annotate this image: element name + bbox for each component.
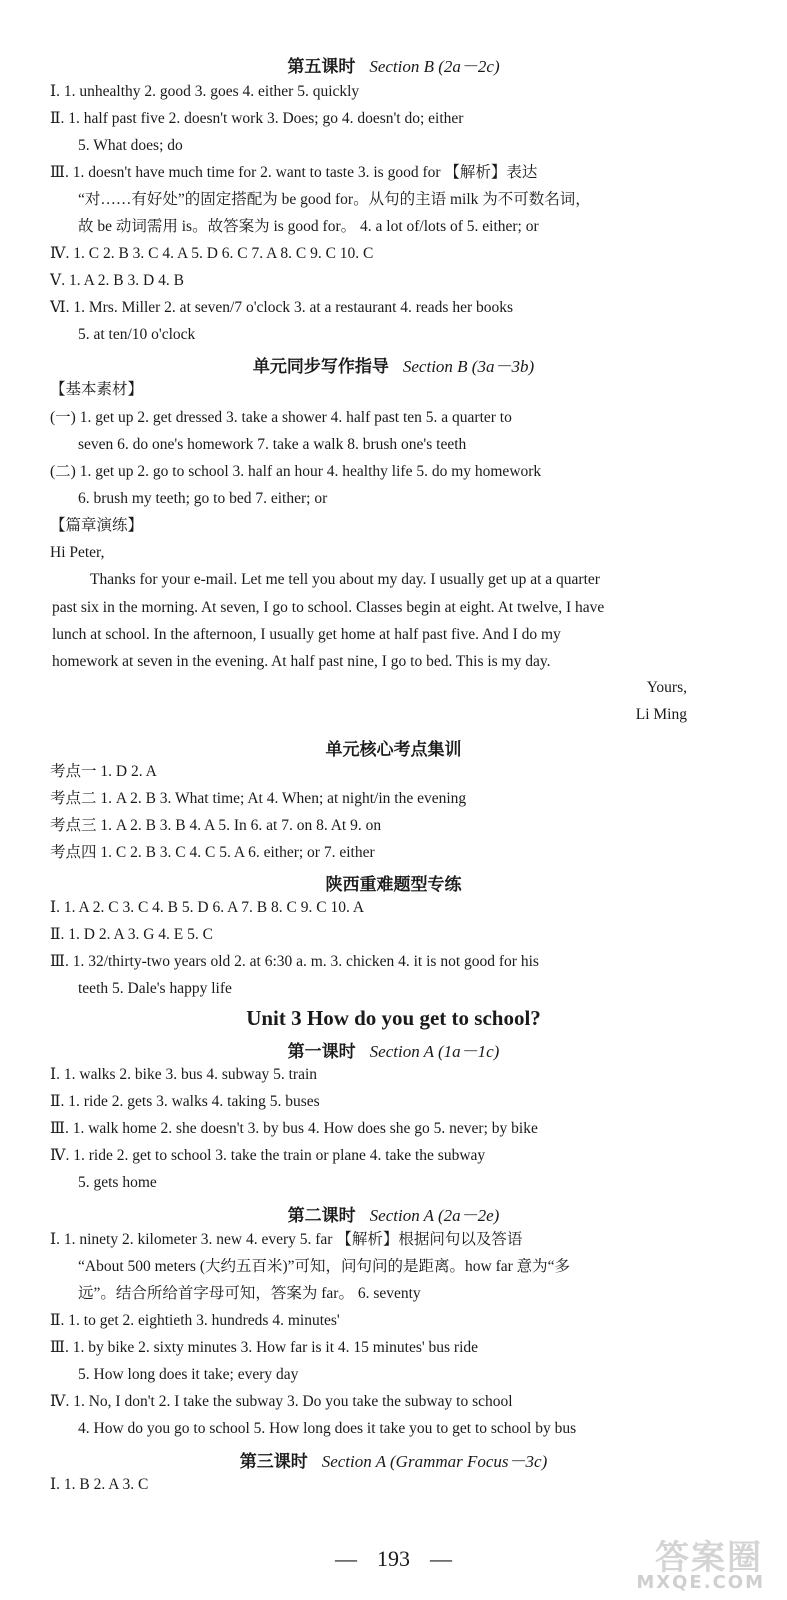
answer-line: 故 be 动词需用 is。故答案为 is good for。 4. a lot of/lots of 5. either; or: [78, 218, 539, 235]
section-title: [0, 1201, 787, 1226]
page-number-value: 193: [377, 1546, 410, 1571]
answer-line: Ⅳ. 1. ride 2. get to school 3. take the train or plane 4. take the subway: [50, 1147, 486, 1164]
unit-heading: Unit 3 How do you get to school?: [246, 1006, 541, 1030]
page-number: — 193 —: [335, 1546, 452, 1571]
section-title-label: 单元核心考点集训: [325, 740, 462, 759]
section-title: [0, 352, 787, 377]
answer-line: (一) 1. get up 2. get dressed 3. take a shower 4. half past ten 5. a quarter to: [50, 409, 512, 426]
section-title: [0, 870, 787, 895]
section-title-label: 第三课时: [239, 1452, 308, 1471]
section-subtitle: Section A (2a－2e): [369, 1206, 500, 1225]
answer-line: Ⅲ. 1. walk home 2. she doesn't 3. by bus 4. How does she go 5. never; by bike: [50, 1120, 538, 1137]
section-title-label: 单元同步写作指导: [252, 357, 389, 376]
letter-signoff: Li Ming: [635, 706, 687, 723]
section-subtitle: Section A (1a－1c): [369, 1042, 500, 1061]
answer-line: Ⅲ. 1. doesn't have much time for 2. want to taste 3. is good for 【解析】表达: [50, 164, 538, 181]
answer-line: Ⅰ. 1. walks 2. bike 3. bus 4. subway 5. train: [50, 1066, 318, 1083]
answer-line: 4. How do you go to school 5. How long does it take you to get to school by bus: [78, 1420, 577, 1437]
watermark-url: MXQE.COM: [636, 1572, 765, 1593]
answer-line: 5. What does; do: [78, 137, 183, 154]
watermark-text: 答案圈: [655, 1538, 763, 1578]
answer-line: 考点一 1. D 2. A: [50, 763, 157, 780]
answer-line: “对……有好处”的固定搭配为 be good for。从句的主语 milk 为不可数名词，: [78, 191, 591, 208]
answer-line: Ⅳ. 1. C 2. B 3. C 4. A 5. D 6. C 7. A 8. C 9. C 10. C: [50, 245, 374, 262]
answer-line: homework at seven in the evening. At half past nine, I go to bed. This is my day.: [52, 653, 551, 670]
answer-line: Ⅰ. 1. A 2. C 3. C 4. B 5. D 6. A 7. B 8. C 9. C 10. A: [50, 899, 365, 916]
section-subtitle: Section B (3a－3b): [402, 357, 535, 376]
answer-line: Ⅰ. 1. ninety 2. kilometer 3. new 4. every 5. far 【解析】根据问句以及答语: [50, 1231, 523, 1248]
answer-line: Ⅱ. 1. ride 2. gets 3. walks 4. taking 5. buses: [50, 1093, 320, 1110]
answer-line: Ⅴ. 1. A 2. B 3. D 4. B: [50, 272, 184, 289]
section-title: [0, 735, 787, 760]
answer-line: Ⅲ. 1. by bike 2. sixty minutes 3. How far is it 4. 15 minutes' bus ride: [50, 1339, 479, 1356]
answer-line: past six in the morning. At seven, I go to school. Classes begin at eight. At twelve, I have: [52, 599, 605, 616]
answer-line: 考点二 1. A 2. B 3. What time; At 4. When; at night/in the evening: [50, 790, 467, 807]
section-subtitle: Section B (2a－2c): [369, 57, 500, 76]
answer-line: teeth 5. Dale's happy life: [78, 980, 232, 997]
answer-line: Ⅰ. 1. unhealthy 2. good 3. goes 4. either 5. quickly: [50, 83, 360, 100]
section-subtitle: Section A (Grammar Focus－3c): [321, 1452, 548, 1471]
answer-line: 考点三 1. A 2. B 3. B 4. A 5. In 6. at 7. on 8. At 9. on: [50, 817, 382, 834]
section-title: [0, 1447, 787, 1472]
answer-line: 远”。结合所给首字母可知，答案为 far。 6. seventy: [78, 1285, 421, 1302]
answer-line: 考点四 1. C 2. B 3. C 4. C 5. A 6. either; or 7. either: [50, 844, 375, 861]
answer-line: 5. How long does it take; every day: [78, 1366, 299, 1383]
answer-line: 【基本素材】: [50, 381, 144, 398]
answer-line: 【篇章演练】: [50, 517, 144, 534]
answer-line: Thanks for your e-mail. Let me tell you about my day. I usually get up at a quarter: [90, 571, 600, 588]
answer-line: (二) 1. get up 2. go to school 3. half an hour 4. healthy life 5. do my homework: [50, 463, 542, 480]
answer-line: Ⅳ. 1. No, I don't 2. I take the subway 3. Do you take the subway to school: [50, 1393, 513, 1410]
answer-line: Ⅵ. 1. Mrs. Miller 2. at seven/7 o'clock 3. at a restaurant 4. reads her books: [50, 299, 514, 316]
section-title-label: 陕西重难题型专练: [325, 875, 462, 894]
letter-signoff: Yours,: [646, 679, 687, 696]
answer-line: Ⅱ. 1. D 2. A 3. G 4. E 5. C: [50, 926, 213, 943]
section-title: [0, 1037, 787, 1062]
answer-line: Hi Peter,: [50, 544, 105, 561]
answer-line: 6. brush my teeth; go to bed 7. either; or: [78, 490, 328, 507]
section-title-label: 第二课时: [287, 1206, 356, 1225]
answer-line: Ⅱ. 1. to get 2. eightieth 3. hundreds 4. minutes': [50, 1312, 340, 1329]
answer-line: seven 6. do one's homework 7. take a walk 8. brush one's teeth: [78, 436, 467, 453]
answer-line: 5. gets home: [78, 1174, 157, 1191]
answer-line: Ⅰ. 1. B 2. A 3. C: [50, 1476, 149, 1493]
answer-line: lunch at school. In the afternoon, I usually get home at half past five. And I do my: [52, 626, 561, 643]
section-title-label: 第一课时: [287, 1042, 356, 1061]
section-title-label: 第五课时: [287, 57, 356, 76]
answer-line: 5. at ten/10 o'clock: [78, 326, 196, 343]
section-title: [0, 52, 787, 77]
watermark-logo: [623, 1528, 773, 1594]
answer-line: “About 500 meters (大约五百米)”可知，问句问的是距离。how far 意为“多: [78, 1258, 571, 1275]
answer-line: Ⅱ. 1. half past five 2. doesn't work 3. Does; go 4. doesn't do; either: [50, 110, 464, 127]
answer-line: Ⅲ. 1. 32/thirty-two years old 2. at 6:30 a. m. 3. chicken 4. it is not good for his: [50, 953, 539, 970]
